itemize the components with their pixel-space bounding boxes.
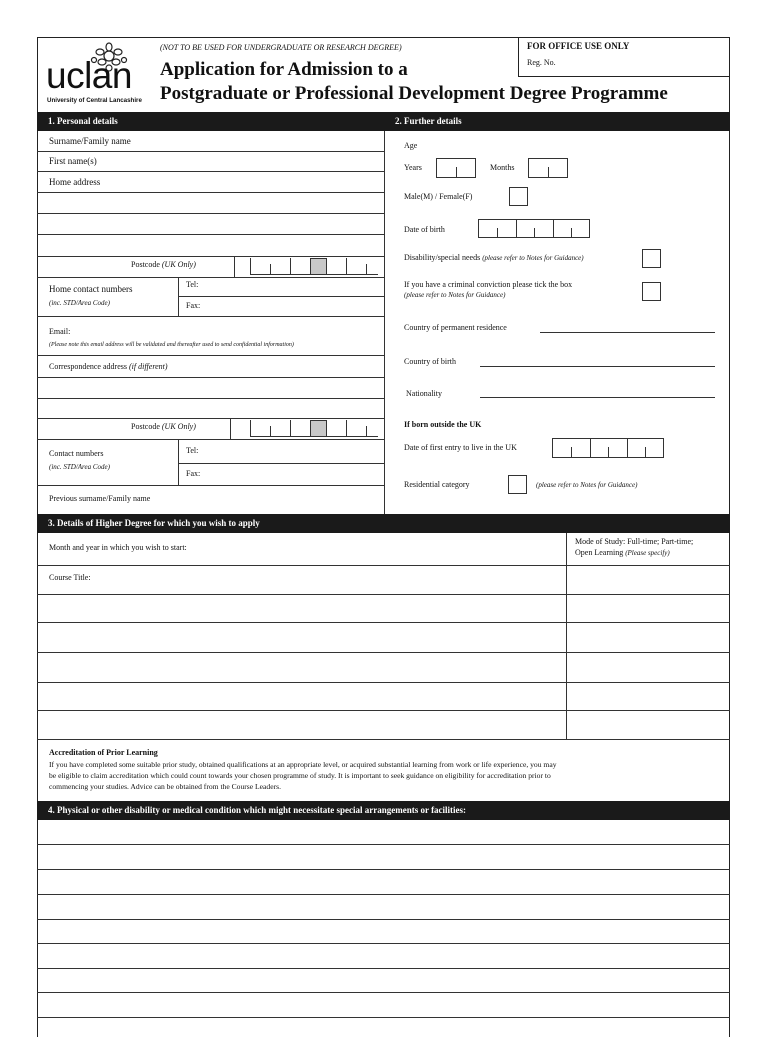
first-entry-boxes[interactable] <box>552 438 664 458</box>
country-birth-label: Country of birth <box>404 357 456 366</box>
home-postcode-boxes[interactable] <box>250 256 384 277</box>
email-note: (Please note this email address will be validated and thereafter used to send confidential information) <box>49 342 294 348</box>
section1-header: 1. Personal details <box>37 112 385 131</box>
residential-label: Residential category <box>404 480 470 489</box>
residential-box[interactable] <box>508 475 527 494</box>
home-fax-label: Fax: <box>186 301 201 310</box>
home-tel-label: Tel: <box>186 280 199 289</box>
course-title-label: Course Title: <box>49 573 91 582</box>
email-label: Email: <box>49 327 71 336</box>
first-entry-label: Date of first entry to live in the UK <box>404 443 517 452</box>
disability-label: Disability/special needs (please refer to Notes for Guidance) <box>404 253 584 262</box>
apl-line1: If you have completed some suitable prior study, obtained qualifications at an appropriate level, or acquired substantial learning from work or life experience, you may <box>49 760 557 769</box>
surname-label: Surname/Family name <box>49 136 131 146</box>
apl-title: Accreditation of Prior Learning <box>49 748 158 757</box>
mode-line1: Mode of Study: Full-time; Part-time; <box>575 537 694 546</box>
page-title-line2: Postgraduate or Professional Development Degree Programme <box>160 83 668 104</box>
home-address-label: Home address <box>49 177 101 187</box>
sex-label: Male(M) / Female(F) <box>404 192 473 201</box>
age-label: Age <box>404 141 418 150</box>
logo-subtitle: University of Central Lancashire <box>47 97 142 104</box>
corr-address-label: Correspondence address (if different) <box>49 362 168 371</box>
dob-label: Date of birth <box>404 225 445 234</box>
office-use-box <box>518 37 730 77</box>
home-contact-note: (inc. STD/Area Code) <box>49 299 110 307</box>
apl-line3: commencing your studies. Advice can be obtained from the Course Leaders. <box>49 782 281 791</box>
corr-postcode-label: Postcode (UK Only) <box>131 422 196 431</box>
section4-header: 4. Physical or other disability or medical condition which might necessitate special arrangements or facilities: <box>37 801 730 820</box>
months-box[interactable] <box>528 158 568 178</box>
residential-note: (please refer to Notes for Guidance) <box>536 481 638 489</box>
corr-postcode-boxes[interactable] <box>250 418 384 439</box>
years-label: Years <box>404 163 422 172</box>
office-reg-label: Reg. No. <box>527 58 556 67</box>
disability-box[interactable] <box>642 249 661 268</box>
uclan-logo <box>46 42 154 108</box>
tel-label: Tel: <box>186 446 199 455</box>
born-outside-label: If born outside the UK <box>404 420 482 429</box>
criminal-box[interactable] <box>642 282 661 301</box>
month-year-label: Month and year in which you wish to start: <box>49 543 187 552</box>
section3-header: 3. Details of Higher Degree for which you wish to apply <box>37 514 730 533</box>
mode-line2: Open Learning (Please specify) <box>575 548 670 557</box>
apl-line2: be eligible to claim accreditation which could count towards your chosen programme of study. It is important to seek guidance on eligibility for accreditation prior to <box>49 771 551 780</box>
section-divider <box>384 131 385 514</box>
section2-header: 2. Further details <box>384 112 730 131</box>
country-residence-line[interactable] <box>540 332 715 333</box>
dob-boxes[interactable] <box>478 219 590 238</box>
contact-numbers-note: (inc. STD/Area Code) <box>49 463 110 471</box>
country-birth-line[interactable] <box>480 366 715 367</box>
fax-label: Fax: <box>186 469 201 478</box>
criminal-label: If you have a criminal conviction please tick the box <box>404 280 573 289</box>
prev-surname-label: Previous surname/Family name <box>49 494 151 503</box>
years-box[interactable] <box>436 158 476 178</box>
months-label: Months <box>490 163 515 172</box>
home-postcode-label: Postcode (UK Only) <box>131 260 196 269</box>
page-title-line1: Application for Admission to a <box>160 59 408 80</box>
office-use-title: FOR OFFICE USE ONLY <box>527 41 630 51</box>
criminal-note: (please refer to Notes for Guidance) <box>404 291 506 299</box>
header-note: (NOT TO BE USED FOR UNDERGRADUATE OR RESEARCH DEGREE) <box>160 43 402 52</box>
first-names-label: First name(s) <box>49 156 97 166</box>
contact-numbers-label: Contact numbers <box>49 449 104 458</box>
nationality-label: Nationality <box>406 389 442 398</box>
home-contact-label: Home contact numbers <box>49 284 133 294</box>
sex-box[interactable] <box>509 187 528 206</box>
logo-wordmark: uclan <box>46 55 132 96</box>
country-residence-label: Country of permanent residence <box>404 323 507 332</box>
nationality-line[interactable] <box>480 397 715 398</box>
